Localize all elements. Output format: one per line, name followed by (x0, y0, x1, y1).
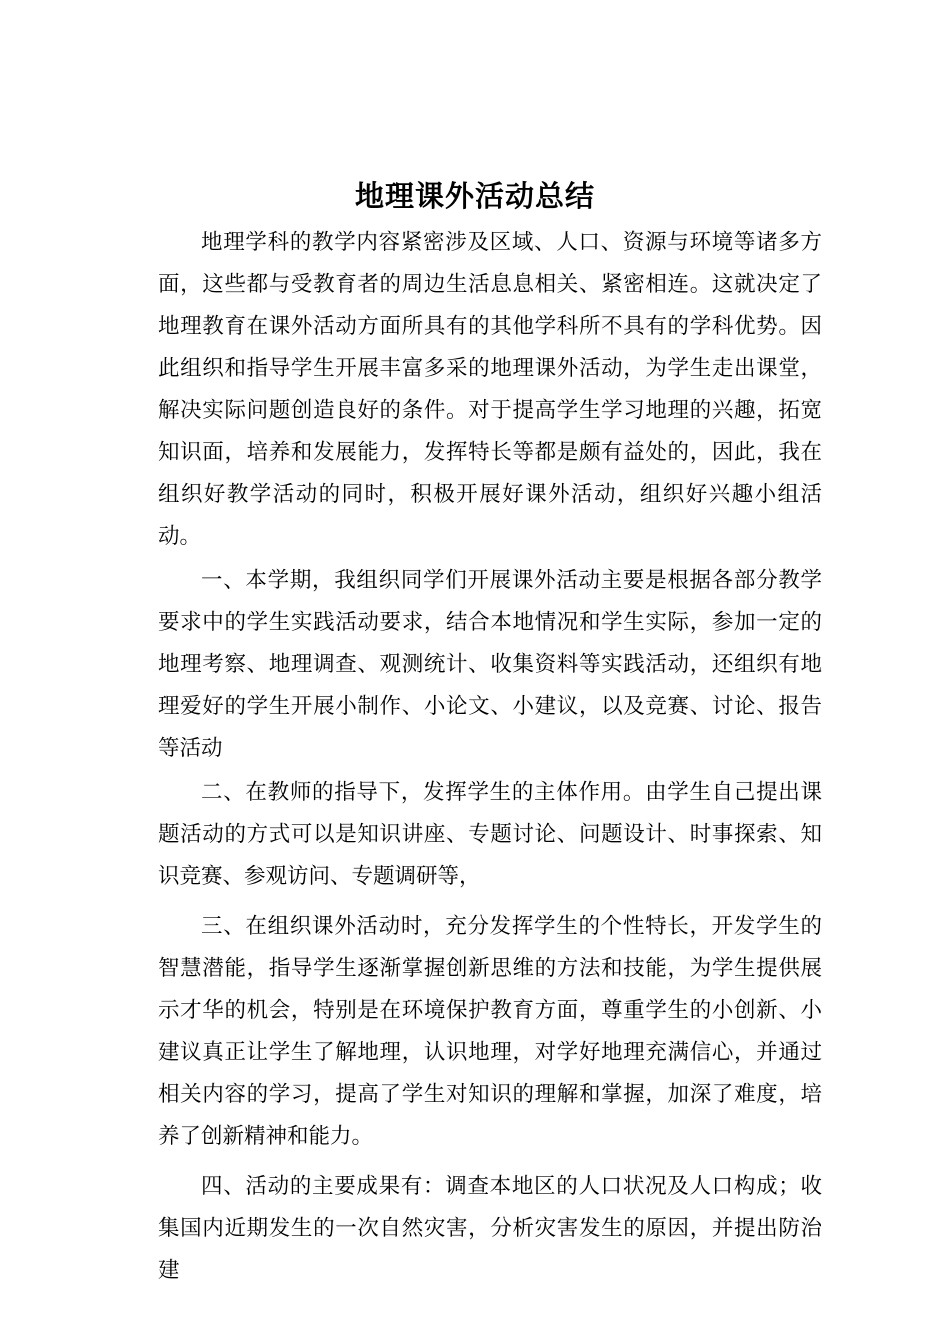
document-body (158, 222, 822, 1292)
document-title: 地理课外活动总结 (354, 179, 595, 213)
paragraph-intro: 地理学科的教学内容紧密涉及区域、人口、资源与环境等诸多方面，这些都与受教育者的周边生活息息相关、紧密相连。这就决定了地理教育在课外活动方面所具有的其他学科所不具有的学科优势。因此组织和指导学生开展丰富多采的地理课外活动，为学生走出课堂，解决实际问题创造良好的条件。对于提高学生学习地理的兴趣，拓宽知识面，培养和发展能力，发挥特长等都是颇有益处的，因此，我在组织好教学活动的同时，积极开展好课外活动，组织好兴趣小组活动。 (158, 230, 822, 549)
paragraph-section-4: 四、活动的主要成果有：调查本地区的人口状况及人口构成；收集国内近期发生的一次自然灾害，分析灾害发生的原因，并提出防治建 (158, 1174, 822, 1283)
paragraph-section-1: 一、本学期，我组织同学们开展课外活动主要是根据各部分教学要求中的学生实践活动要求，结合本地情况和学生实际，参加一定的地理考察、地理调查、观测统计、收集资料等实践活动，还组织有地理爱好的学生开展小制作、小论文、小建议，以及竞赛、讨论、报告等活动 (158, 568, 822, 761)
paragraph-section-2: 二、在教师的指导下，发挥学生的主体作用。由学生自己提出课题活动的方式可以是知识讲座、专题讨论、问题设计、时事探索、知识竞赛、参观访问、专题调研等， (158, 780, 822, 889)
paragraph-section-3: 三、在组织课外活动时，充分发挥学生的个性特长，开发学生的智慧潜能，指导学生逐渐掌握创新思维的方法和技能，为学生提供展示才华的机会，特别是在环境保护教育方面，尊重学生的小创新、小建议真正让学生了解地理，认识地理，对学好地理充满信心，并通过相关内容的学习，提高了学生对知识的理解和掌握，加深了难度，培养了创新精神和能力。 (158, 914, 822, 1149)
